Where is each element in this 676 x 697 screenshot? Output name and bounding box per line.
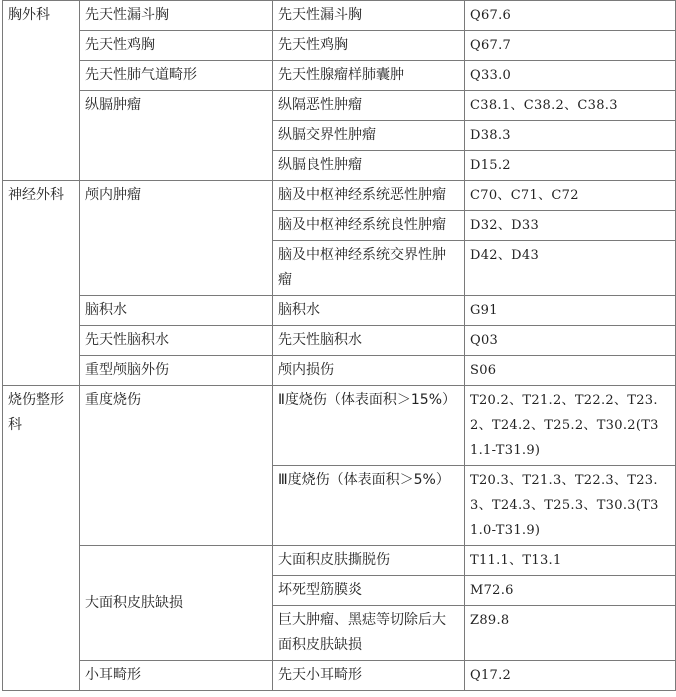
table-row — [3, 181, 676, 211]
icd-code-cell: Q33.0 — [465, 61, 676, 91]
icd-code-cell: T20.2、T21.2、T22.2、T23.2、T24.2、T25.2、T30.2(T31.1-T31.9) — [465, 386, 676, 466]
table-row — [3, 661, 676, 691]
diagnosis-cell: 颅内损伤 — [273, 356, 465, 386]
disease-cell: 脑积水 — [80, 296, 273, 326]
table-row — [3, 546, 676, 576]
diagnosis-cell: 脑及中枢神经系统恶性肿瘤 — [273, 181, 465, 211]
table-row — [3, 31, 676, 61]
icd-code-cell: T20.3、T21.3、T22.3、T23.3、T24.3、T25.3、T30.3(T31.0-T31.9) — [465, 466, 676, 546]
icd-code-cell: D38.3 — [465, 121, 676, 151]
disease-cell: 大面积皮肤缺损 — [80, 546, 273, 661]
diagnosis-cell: 先天性腺瘤样肺囊肿 — [273, 61, 465, 91]
table-row — [3, 386, 676, 466]
icd-code-cell: C70、C71、C72 — [465, 181, 676, 211]
icd-code-cell: T11.1、T13.1 — [465, 546, 676, 576]
diagnosis-cell: 纵膈良性肿瘤 — [273, 151, 465, 181]
icd-code-cell: D42、D43 — [465, 241, 676, 296]
icd-code-cell: Q17.2 — [465, 661, 676, 691]
disease-cell: 小耳畸形 — [80, 661, 273, 691]
disease-cell: 重型颅脑外伤 — [80, 356, 273, 386]
table-row — [3, 296, 676, 326]
icd-code-cell: M72.6 — [465, 576, 676, 606]
diagnosis-cell: 先天小耳畸形 — [273, 661, 465, 691]
diagnosis-cell: 纵隔恶性肿瘤 — [273, 91, 465, 121]
diagnosis-cell: 脑积水 — [273, 296, 465, 326]
icd-code-cell: G91 — [465, 296, 676, 326]
diagnosis-cell: Ⅱ度烧伤（体表面积＞15%） — [273, 386, 465, 466]
diagnosis-cell: 大面积皮肤撕脱伤 — [273, 546, 465, 576]
diagnosis-cell: 脑及中枢神经系统交界性肿瘤 — [273, 241, 465, 296]
disease-cell: 纵膈肿瘤 — [80, 91, 273, 181]
icd-code-cell: Z89.8 — [465, 606, 676, 661]
diagnosis-cell: 先天性鸡胸 — [273, 31, 465, 61]
table-row — [3, 61, 676, 91]
table-row — [3, 1, 676, 31]
table-row — [3, 356, 676, 386]
icd-code-cell: Q67.7 — [465, 31, 676, 61]
diagnosis-cell: 先天性脑积水 — [273, 326, 465, 356]
icd-code-cell: C38.1、C38.2、C38.3 — [465, 91, 676, 121]
diagnosis-cell: 先天性漏斗胸 — [273, 1, 465, 31]
icd-code-cell: Q03 — [465, 326, 676, 356]
icd-code-cell: D15.2 — [465, 151, 676, 181]
diagnosis-cell: 坏死型筋膜炎 — [273, 576, 465, 606]
disease-cell: 先天性漏斗胸 — [80, 1, 273, 31]
icd-code-cell: Q67.6 — [465, 1, 676, 31]
diagnosis-cell: 巨大肿瘤、黑痣等切除后大面积皮肤缺损 — [273, 606, 465, 661]
department-cell: 烧伤整形科 — [3, 386, 80, 691]
disease-cell: 先天性鸡胸 — [80, 31, 273, 61]
diagnosis-cell: Ⅲ度烧伤（体表面积＞5%） — [273, 466, 465, 546]
diagnosis-cell: 脑及中枢神经系统良性肿瘤 — [273, 211, 465, 241]
disease-cell: 颅内肿瘤 — [80, 181, 273, 296]
icd-code-cell: S06 — [465, 356, 676, 386]
disease-cell: 先天性脑积水 — [80, 326, 273, 356]
department-cell: 胸外科 — [3, 1, 80, 181]
department-cell: 神经外科 — [3, 181, 80, 386]
disease-cell: 重度烧伤 — [80, 386, 273, 546]
table-row — [3, 326, 676, 356]
diagnosis-cell: 纵膈交界性肿瘤 — [273, 121, 465, 151]
table-row — [3, 91, 676, 121]
disease-cell: 先天性肺气道畸形 — [80, 61, 273, 91]
icd-code-cell: D32、D33 — [465, 211, 676, 241]
diagnosis-table — [2, 0, 676, 691]
